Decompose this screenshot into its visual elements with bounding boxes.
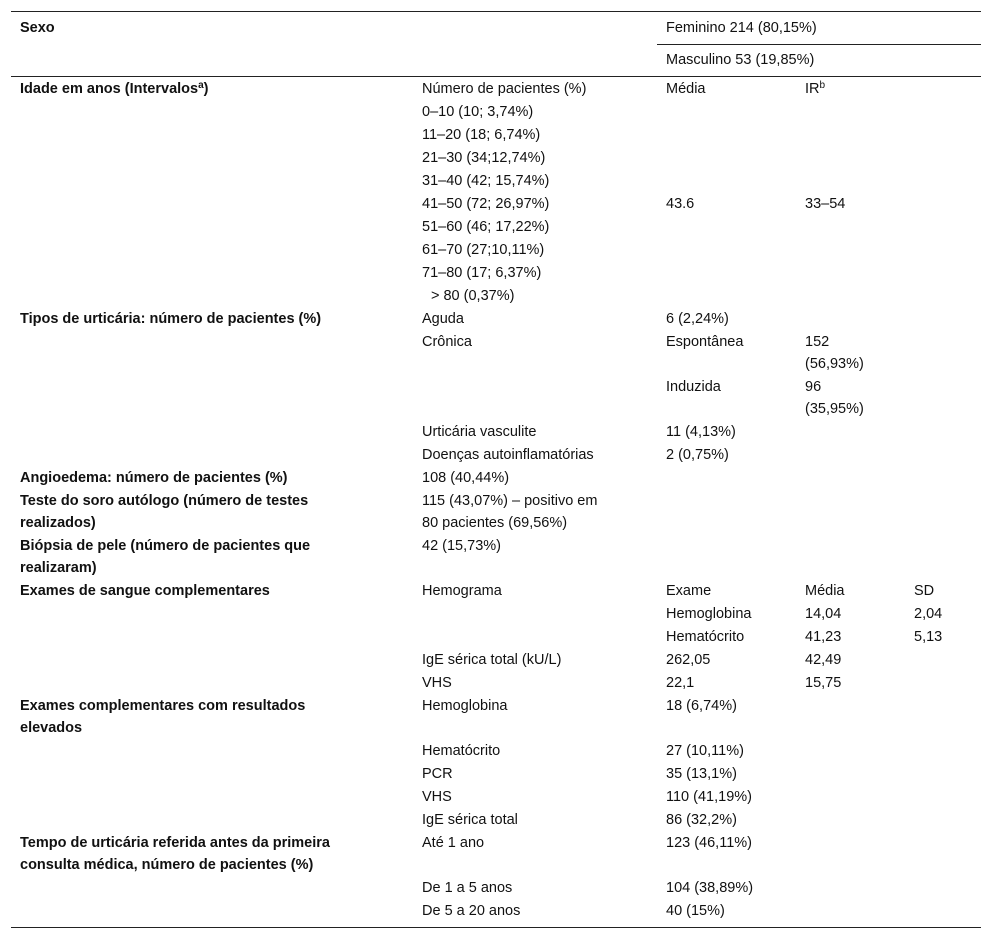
table-row <box>11 649 981 672</box>
table-row <box>11 490 981 535</box>
exames-sangue-hemoglobina-sd: 2,04 <box>914 606 943 622</box>
exames-sangue-hematocrito-sd: 5,13 <box>914 629 943 645</box>
elevados-exame: Hematócrito <box>422 743 501 759</box>
tipos-autoinflam-value: 2 (0,75%) <box>666 447 729 463</box>
teste-soro-label: Teste do soro autólogo (número de testes realizados) <box>20 493 309 531</box>
tipos-espontanea-value: 152 (56,93%) <box>805 334 864 372</box>
idade-range: > 80 (0,37%) <box>431 288 515 304</box>
elevados-value: 27 (10,11%) <box>666 743 744 759</box>
tempo-label: Tempo de urticária referida antes da primeira consulta médica, número de pacientes (%) <box>20 835 330 873</box>
tempo-value: 104 (38,89%) <box>666 880 754 896</box>
idade-media-value: 43.6 <box>666 196 695 212</box>
exames-sangue-hematocrito: Hematócrito <box>666 629 745 645</box>
table-row <box>11 45 981 77</box>
table-row <box>11 740 981 763</box>
table-row <box>11 695 981 740</box>
exames-sangue-vhs: VHS <box>422 675 452 691</box>
exames-sangue-ige-media: 42,49 <box>805 652 842 668</box>
elevados-exame: Hemoglobina <box>422 698 508 714</box>
table-row <box>11 12 981 45</box>
tipos-induzida: Induzida <box>666 379 721 395</box>
exames-sangue-h-media: Média <box>805 583 845 599</box>
exames-sangue-hemoglobina-media: 14,04 <box>805 606 842 622</box>
table-row <box>11 877 981 900</box>
exames-sangue-vhs-value: 22,1 <box>666 675 695 691</box>
exames-sangue-ige: IgE sérica total (kU/L) <box>422 652 562 668</box>
tipos-vasculite-value: 11 (4,13%) <box>666 424 736 440</box>
idade-ir-value: 33–54 <box>805 196 846 212</box>
tipos-autoinflam: Doenças autoinflamatórias <box>422 447 594 463</box>
idade-range: 31–40 (42; 15,74%) <box>422 173 550 189</box>
tempo-periodo: Até 1 ano <box>422 835 485 851</box>
tipos-vasculite: Urticária vasculite <box>422 424 537 440</box>
elevados-value: 110 (41,19%) <box>666 789 752 805</box>
exames-sangue-ige-value: 262,05 <box>666 652 711 668</box>
exames-sangue-h-exame: Exame <box>666 583 712 599</box>
table-row <box>11 147 981 170</box>
idade-range: 41–50 (72; 26,97%) <box>422 196 550 212</box>
elevados-exame: IgE sérica total <box>422 812 518 828</box>
idade-range: 0–10 (10; 3,74%) <box>422 104 534 120</box>
tempo-periodo: De 1 a 5 anos <box>422 880 513 896</box>
exames-sangue-h-sd: SD <box>914 583 935 599</box>
elevados-exame: VHS <box>422 789 452 805</box>
angioedema-value: 108 (40,44%) <box>422 470 510 486</box>
tipos-label: Tipos de urticária: número de pacientes (%) <box>20 311 322 327</box>
idade-media-label: Média <box>657 77 796 102</box>
sexo-masculino: Masculino 53 (19,85%) <box>657 45 981 77</box>
table-row <box>11 421 981 444</box>
table-row <box>11 444 981 467</box>
idade-range: 71–80 (17; 6,37%) <box>422 265 542 281</box>
elevados-value: 18 (6,74%) <box>666 698 737 714</box>
exames-sangue-hemoglobina: Hemoglobina <box>666 606 752 622</box>
table-row <box>11 467 981 490</box>
tempo-value: 40 (15%) <box>657 900 905 928</box>
sexo-label: Sexo <box>11 12 413 45</box>
table-row <box>11 124 981 147</box>
table-row <box>11 308 981 331</box>
tipos-induzida-value: 96 (35,95%) <box>805 379 864 417</box>
table-row <box>11 331 981 376</box>
tempo-periodo: De 5 a 20 anos <box>413 900 657 928</box>
angioedema-label: Angioedema: número de pacientes (%) <box>20 470 288 486</box>
exames-sangue-hematocrito-media: 41,23 <box>805 629 842 645</box>
teste-soro-value: 115 (43,07%) – positivo em 80 pacientes (69,56%) <box>422 493 598 531</box>
table-row <box>11 101 981 124</box>
sexo-feminino: Feminino 214 (80,15%) <box>657 12 981 45</box>
table-row <box>11 603 981 626</box>
tempo-value: 123 (46,11%) <box>666 835 752 851</box>
table-row <box>11 580 981 603</box>
table-row <box>11 77 981 102</box>
table-row <box>11 809 981 832</box>
tipos-cronica: Crônica <box>422 334 472 350</box>
exames-sangue-vhs-media: 15,75 <box>805 675 842 691</box>
table-row <box>11 672 981 695</box>
tipos-espontanea: Espontânea <box>666 334 744 350</box>
table-row <box>11 216 981 239</box>
table-row <box>11 376 981 421</box>
table-row <box>11 626 981 649</box>
idade-label: Idade em anos (Intervalos$^a$) <box>11 77 413 102</box>
table-row <box>11 763 981 786</box>
table-row <box>11 262 981 285</box>
idade-range: 51–60 (46; 17,22%) <box>422 219 550 235</box>
elevados-exame: PCR <box>422 766 453 782</box>
idade-range: 61–70 (27;10,11%) <box>422 242 545 258</box>
elevados-value: 86 (32,2%) <box>666 812 737 828</box>
idade-range: 21–30 (34;12,74%) <box>422 150 546 166</box>
table-row <box>11 786 981 809</box>
biopsia-label: Biópsia de pele (número de pacientes que realizaram) <box>20 538 311 576</box>
idade-range: 11–20 (18; 6,74%) <box>422 127 541 143</box>
table-row <box>11 193 981 216</box>
table-row <box>11 832 981 877</box>
biopsia-value: 42 (15,73%) <box>422 538 501 554</box>
exames-sangue-hemograma: Hemograma <box>422 583 502 599</box>
tipos-aguda: Aguda <box>422 311 464 327</box>
table-row <box>11 535 981 580</box>
table-row <box>11 900 981 928</box>
table-row <box>11 170 981 193</box>
data-table <box>11 11 981 928</box>
elevados-value: 35 (13,1%) <box>666 766 737 782</box>
table-row <box>11 239 981 262</box>
table-row <box>11 285 981 308</box>
idade-ir-label: $IR^b$ <box>796 77 905 102</box>
exames-sangue-label: Exames de sangue complementares <box>20 583 270 599</box>
idade-col-header: Número de pacientes (%) <box>413 77 657 102</box>
elevados-label: Exames complementares com resultados elevados <box>20 698 306 736</box>
tipos-aguda-value: 6 (2,24%) <box>666 311 729 327</box>
